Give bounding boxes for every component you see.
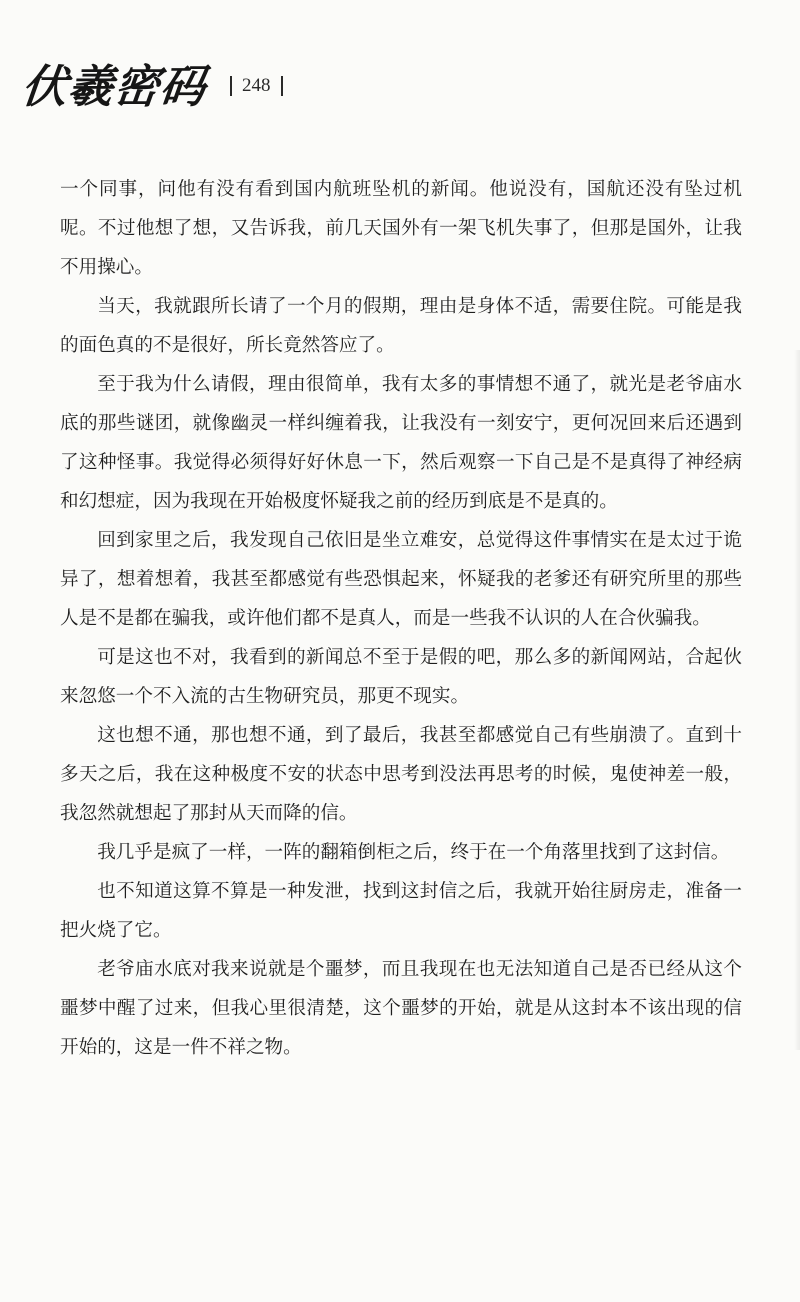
page-number-left-bar [230,76,232,96]
page-edge-shadow [794,350,800,1050]
paragraph-8: 也不知道这算不算是一种发泄，找到这封信之后，我就开始往厨房走，准备一把火烧了它。 [60,881,742,941]
paragraph-1: 一个同事，问他有没有看到国内航班坠机的新闻。他说没有，国航还没有坠过机呢。不过他想了想，又告诉我，前几天国外有一架飞机失事了，但那是国外，让我不用操心。 [60,179,742,278]
paragraph-2: 当天，我就跟所长请了一个月的假期，理由是身体不适，需要住院。可能是我的面色真的不是很好，所长竟然答应了。 [60,296,742,356]
paragraph-9: 老爷庙水底对我来说就是个噩梦，而且我现在也无法知道自己是否已经从这个噩梦中醒了过来，但我心里很清楚，这个噩梦的开始，就是从这封本不该出现的信开始的，这是一件不祥之物。 [60,959,742,1058]
paragraph-4: 回到家里之后，我发现自己依旧是坐立难安，总觉得这件事情实在是太过于诡异了，想着想着，我甚至都感觉有些恐惧起来，怀疑我的老爹还有研究所里的那些人是不是都在骗我，或许他们都不是真人，而是一些我不认识的人在合伙骗我。 [60,530,742,629]
page-number: 248 [242,75,271,96]
running-header [19,58,283,114]
page-number-right-bar [281,76,283,96]
book-title: 伏羲密码 [19,59,209,113]
paragraph-5: 可是这也不对，我看到的新闻总不至于是假的吧，那么多的新闻网站，合起伙来忽悠一个不入流的古生物研究员，那更不现实。 [60,647,742,707]
paragraph-3: 至于我为什么请假，理由很简单，我有太多的事情想不通了，就光是老爷庙水底的那些谜团，就像幽灵一样纠缠着我，让我没有一刻安宁，更何况回来后还遇到了这种怪事。我觉得必须得好好休息一下，然后观察一下自己是不是真得了神经病和幻想症，因为我现在开始极度怀疑我之前的经历到底是不是真的。 [60,374,742,512]
paragraph-7: 我几乎是疯了一样，一阵的翻箱倒柜之后，终于在一个角落里找到了这封信。 [97,842,730,863]
paragraph-6: 这也想不通，那也想不通，到了最后，我甚至都感觉自己有些崩溃了。直到十多天之后，我在这种极度不安的状态中思考到没法再思考的时候，鬼使神差一般，我忽然就想起了那封从天而降的信。 [60,725,742,824]
body-text [60,170,742,1067]
page-number-block [230,75,283,97]
